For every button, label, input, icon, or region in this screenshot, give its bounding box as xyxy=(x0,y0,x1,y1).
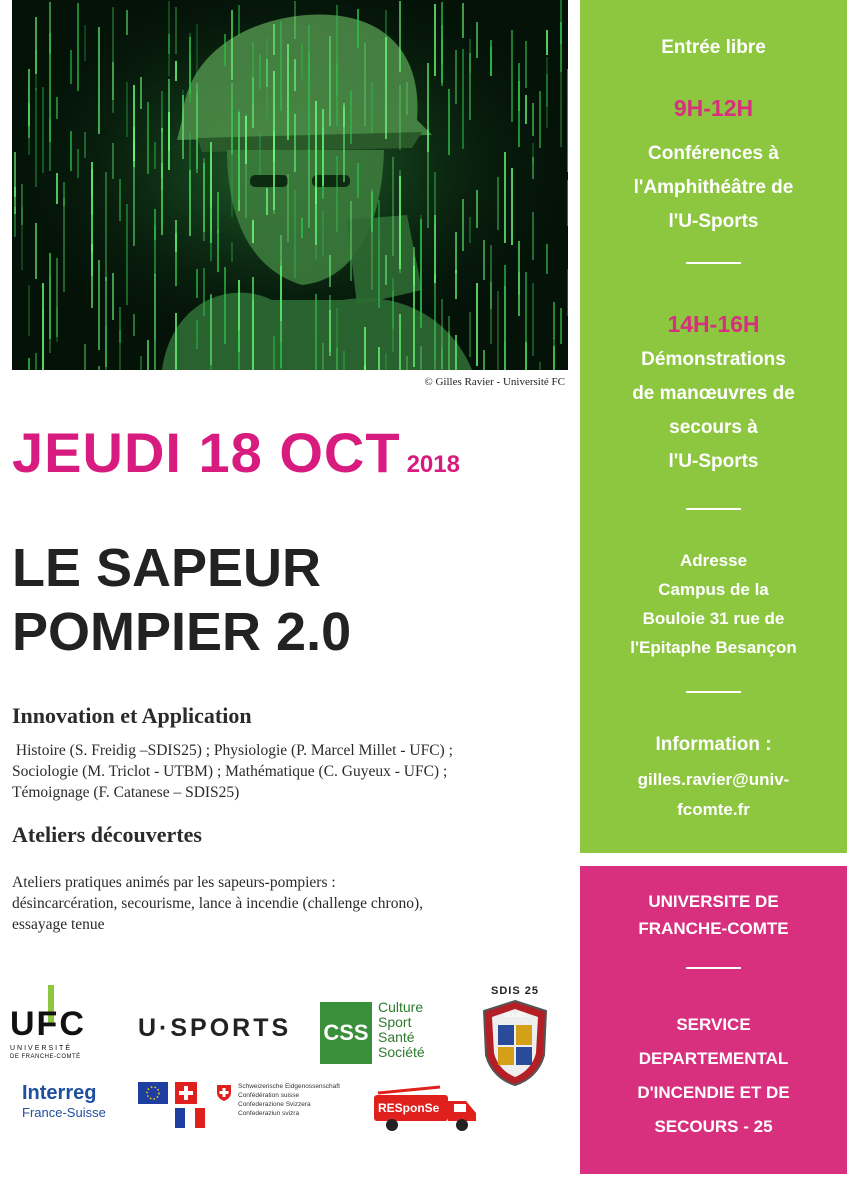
photo-credit: © Gilles Ravier - Université FC xyxy=(424,376,565,388)
matrix-streak xyxy=(532,212,534,260)
matrix-streak xyxy=(476,22,478,58)
matrix-streak xyxy=(245,116,247,164)
matrix-streak xyxy=(315,101,317,204)
morning-line2: l'Amphithéâtre de xyxy=(633,177,794,198)
matrix-streak xyxy=(294,1,296,39)
matrix-streak xyxy=(217,192,219,233)
matrix-streak xyxy=(231,242,233,262)
matrix-streak xyxy=(140,77,142,109)
matrix-streak xyxy=(441,2,443,83)
matrix-streak xyxy=(77,3,79,91)
matrix-streak xyxy=(385,37,387,139)
matrix-streak xyxy=(329,310,331,356)
matrix-streak xyxy=(455,335,457,370)
swiss-shield-icon xyxy=(216,1084,232,1102)
response-logo xyxy=(370,1083,482,1133)
matrix-streak xyxy=(119,179,121,221)
swiss-confederation-text xyxy=(238,1082,340,1118)
matrix-streak xyxy=(287,174,289,242)
matrix-streak xyxy=(294,114,296,172)
matrix-streak xyxy=(532,283,534,356)
matrix-streak xyxy=(511,30,513,122)
address-line3: l'Epitaphe Besançon xyxy=(630,638,797,657)
matrix-streak xyxy=(294,59,296,91)
matrix-streak xyxy=(469,312,471,357)
matrix-streak xyxy=(287,44,289,140)
sdis-name xyxy=(580,1008,847,1144)
matrix-streak xyxy=(371,82,373,133)
matrix-streak xyxy=(77,149,79,178)
css-word-sport: Sport xyxy=(378,1014,412,1030)
matrix-streak xyxy=(560,308,562,344)
university-line2: FRANCHE-COMTE xyxy=(638,919,789,938)
matrix-streak xyxy=(350,201,352,281)
matrix-firefighter-illustration xyxy=(12,0,568,370)
matrix-streak xyxy=(210,153,212,207)
divider xyxy=(686,262,741,264)
matrix-streak xyxy=(378,242,380,308)
matrix-streak xyxy=(539,91,541,148)
matrix-streak xyxy=(210,233,212,261)
schedule-panel xyxy=(580,0,847,853)
matrix-streak xyxy=(567,180,568,226)
matrix-streak xyxy=(266,59,268,87)
morning-time: 9H-12H xyxy=(673,95,754,121)
matrix-streak xyxy=(553,302,555,339)
info-heading: Information : xyxy=(655,734,772,755)
ufc-sub1: UNIVERSITÉ xyxy=(10,1045,73,1052)
matrix-streak xyxy=(413,266,415,367)
matrix-streak xyxy=(525,41,527,88)
ateliers-text xyxy=(12,872,552,935)
matrix-streak xyxy=(91,169,93,276)
matrix-streak xyxy=(252,277,254,370)
matrix-streak xyxy=(357,9,359,48)
sdis-badge-top: SDIS 25 xyxy=(491,985,539,997)
matrix-streak xyxy=(462,3,464,38)
matrix-streak xyxy=(420,215,422,311)
ateliers-heading: Ateliers découvertes xyxy=(12,822,202,847)
matrix-streak xyxy=(105,172,107,281)
css-word-societe: Société xyxy=(378,1044,425,1060)
ufc-logo xyxy=(10,985,122,1065)
university-name xyxy=(580,888,847,942)
matrix-streak xyxy=(399,170,401,273)
matrix-streak xyxy=(238,5,240,36)
matrix-streak xyxy=(35,353,37,370)
matrix-streak xyxy=(154,341,156,370)
matrix-streak xyxy=(434,215,436,283)
matrix-streak xyxy=(210,294,212,365)
sdis-line4: SECOURS - 25 xyxy=(654,1117,773,1136)
matrix-streak xyxy=(280,340,282,368)
matrix-streak xyxy=(252,42,254,104)
css-mark: CSS xyxy=(320,1002,372,1064)
matrix-streak xyxy=(385,255,387,285)
innovation-line3: Témoignage (F. Catanese – SDIS25) xyxy=(12,784,240,801)
matrix-streak xyxy=(147,340,149,370)
matrix-streak xyxy=(308,25,310,82)
matrix-streak xyxy=(497,291,499,370)
event-date-year: 2018 xyxy=(406,451,460,478)
interreg-logo xyxy=(22,1082,137,1126)
matrix-streak xyxy=(42,87,44,173)
matrix-streak xyxy=(364,43,366,126)
matrix-streak xyxy=(294,190,296,278)
page-title-line1: LE SAPEUR xyxy=(12,538,322,598)
matrix-streak xyxy=(308,149,310,228)
matrix-streak xyxy=(434,274,436,360)
matrix-streak xyxy=(336,156,338,232)
address-label: Adresse xyxy=(679,551,748,570)
afternoon-line1: Démonstrations xyxy=(641,349,786,370)
page-title xyxy=(12,536,351,664)
matrix-streak xyxy=(371,189,373,290)
ateliers-line2: désincarcération, secourisme, lance à incendie (challenge chrono), xyxy=(12,895,423,912)
matrix-streak xyxy=(455,270,457,299)
afternoon-description xyxy=(580,343,847,479)
event-date-main: JEUDI 18 OCT xyxy=(12,421,401,484)
matrix-streak xyxy=(224,34,226,66)
matrix-streak xyxy=(462,199,464,251)
matrix-streak xyxy=(322,109,324,186)
matrix-streak xyxy=(259,133,261,175)
matrix-streak xyxy=(490,245,492,309)
matrix-streak xyxy=(483,240,485,280)
hero-image xyxy=(12,0,568,370)
matrix-streak xyxy=(203,268,205,316)
matrix-streak xyxy=(28,285,30,336)
matrix-streak xyxy=(476,283,478,366)
matrix-streak xyxy=(273,131,275,210)
matrix-streak xyxy=(56,97,58,119)
morning-description xyxy=(580,137,847,239)
matrix-streak xyxy=(168,1,170,76)
matrix-streak xyxy=(56,307,58,342)
page-title-line2: POMPIER 2.0 xyxy=(12,602,352,662)
ufc-mark: UFC xyxy=(10,1005,86,1043)
matrix-streak xyxy=(126,10,128,35)
matrix-streak xyxy=(14,152,16,197)
matrix-streak xyxy=(539,362,541,370)
innovation-heading: Innovation et Application xyxy=(12,703,252,728)
matrix-streak xyxy=(147,102,149,174)
matrix-streak xyxy=(399,1,401,72)
matrix-streak xyxy=(196,83,198,173)
matrix-streak xyxy=(196,24,198,79)
afternoon-line3: secours à xyxy=(669,417,758,438)
afternoon-time: 14H-16H xyxy=(667,311,760,337)
sdis-badge-sub: DOUBS xyxy=(504,1013,526,1019)
sdis-badge-logo xyxy=(476,985,554,1090)
matrix-streak xyxy=(35,17,37,74)
matrix-streak xyxy=(322,210,324,256)
matrix-streak xyxy=(273,336,275,370)
swiss-line2: Confédération suisse xyxy=(238,1092,300,1099)
matrix-streak xyxy=(42,283,44,370)
matrix-streak xyxy=(182,95,184,159)
info-email-line1: gilles.ravier@univ- xyxy=(637,770,790,789)
matrix-streak xyxy=(259,54,261,89)
usports-logo: U·SPORTS xyxy=(138,1014,292,1042)
matrix-streak xyxy=(511,168,513,245)
matrix-streak xyxy=(252,220,254,243)
css-words xyxy=(378,1000,425,1060)
ateliers-line3: essayage tenue xyxy=(12,916,105,933)
matrix-streak xyxy=(231,93,233,155)
sdis-line1: SERVICE xyxy=(676,1015,751,1034)
matrix-streak xyxy=(126,82,128,137)
ateliers-line1: Ateliers pratiques animés par les sapeurs-pompiers : xyxy=(12,874,336,891)
matrix-streak xyxy=(175,7,177,54)
css-word-sante: Santé xyxy=(378,1029,415,1045)
matrix-streak xyxy=(567,269,568,316)
matrix-streak xyxy=(161,91,163,132)
matrix-streak xyxy=(140,356,142,370)
matrix-streak xyxy=(315,294,317,370)
matrix-streak xyxy=(350,91,352,144)
css-logo xyxy=(320,1000,450,1068)
info-email[interactable] xyxy=(580,765,847,825)
afternoon-line2: de manœuvres de xyxy=(632,383,795,404)
matrix-streak xyxy=(35,88,37,187)
matrix-streak xyxy=(266,188,268,215)
matrix-streak xyxy=(196,320,198,349)
matrix-streak xyxy=(329,255,331,287)
matrix-streak xyxy=(238,109,240,200)
matrix-streak xyxy=(441,299,443,369)
matrix-streak xyxy=(448,89,450,155)
matrix-streak xyxy=(399,314,401,370)
matrix-streak xyxy=(84,25,86,61)
matrix-streak xyxy=(455,50,457,104)
university-line1: UNIVERSITE DE xyxy=(648,892,779,911)
divider xyxy=(686,691,741,693)
matrix-streak xyxy=(154,209,156,240)
matrix-streak xyxy=(392,157,394,256)
address-line1: Campus de la xyxy=(658,580,769,599)
matrix-streak xyxy=(399,85,401,150)
matrix-streak xyxy=(133,141,135,246)
matrix-streak xyxy=(28,86,30,155)
matrix-streak xyxy=(35,223,37,279)
swiss-line3: Confederazione Svizzera xyxy=(238,1101,311,1108)
matrix-streak xyxy=(28,358,30,370)
matrix-streak xyxy=(189,37,191,94)
matrix-streak xyxy=(385,353,387,370)
matrix-streak xyxy=(84,132,86,158)
matrix-streak xyxy=(70,131,72,171)
matrix-streak xyxy=(532,143,534,163)
matrix-streak xyxy=(406,356,408,370)
matrix-streak xyxy=(329,36,331,126)
matrix-streak xyxy=(434,4,436,76)
matrix-streak xyxy=(238,330,240,370)
matrix-streak xyxy=(357,163,359,198)
matrix-streak xyxy=(98,260,100,350)
interreg-sub: France-Suisse xyxy=(22,1105,106,1120)
matrix-streak xyxy=(560,0,562,72)
address-line2: Bouloie 31 rue de xyxy=(642,609,785,628)
organizers-panel xyxy=(580,866,847,1174)
matrix-streak xyxy=(280,21,282,111)
matrix-streak xyxy=(301,218,303,238)
address-block xyxy=(580,546,847,662)
matrix-streak xyxy=(21,207,23,270)
matrix-streak xyxy=(49,253,51,339)
matrix-streak xyxy=(154,142,156,169)
matrix-streak xyxy=(518,81,520,111)
matrix-streak xyxy=(98,27,100,134)
matrix-streak xyxy=(518,241,520,316)
matrix-streak xyxy=(56,173,58,204)
matrix-streak xyxy=(112,7,114,113)
matrix-streak xyxy=(364,327,366,370)
matrix-streak xyxy=(231,10,233,80)
innovation-line2: Sociologie (M. Triclot - UTBM) ; Mathématique (C. Guyeux - UFC) ; xyxy=(12,763,448,780)
css-word-culture: Culture xyxy=(378,999,424,1015)
matrix-streak xyxy=(378,200,380,242)
matrix-streak xyxy=(70,50,72,84)
matrix-streak xyxy=(343,351,345,370)
matrix-streak xyxy=(203,158,205,241)
matrix-streak xyxy=(469,39,471,73)
matrix-streak xyxy=(525,95,527,124)
matrix-streak xyxy=(63,182,65,206)
matrix-streak xyxy=(469,217,471,243)
response-label: RESponSe xyxy=(378,1101,440,1115)
morning-line3: l'U-Sports xyxy=(668,211,759,232)
matrix-streak xyxy=(189,132,191,218)
swiss-flag-icon xyxy=(175,1082,197,1104)
matrix-streak xyxy=(105,326,107,370)
matrix-streak xyxy=(420,346,422,370)
matrix-streak xyxy=(497,177,499,230)
matrix-streak xyxy=(280,235,282,342)
matrix-streak xyxy=(504,152,506,243)
matrix-streak xyxy=(175,313,177,370)
sdis-line2: DEPARTEMENTAL xyxy=(638,1049,789,1068)
matrix-streak xyxy=(175,220,177,252)
swiss-line4: Confederaziun svizra xyxy=(238,1110,300,1117)
matrix-streak xyxy=(392,278,394,329)
matrix-streak xyxy=(133,314,135,336)
matrix-streak xyxy=(126,204,128,305)
matrix-streak xyxy=(273,24,275,55)
matrix-streak xyxy=(546,30,548,55)
matrix-streak xyxy=(343,103,345,127)
matrix-streak xyxy=(119,330,121,370)
divider xyxy=(686,508,741,510)
matrix-streak xyxy=(224,267,226,344)
matrix-streak xyxy=(63,198,65,292)
matrix-streak xyxy=(448,316,450,370)
event-date xyxy=(12,420,460,485)
matrix-streak xyxy=(168,112,170,170)
matrix-streak xyxy=(567,69,568,172)
innovation-line1: Histoire (S. Freidig –SDIS25) ; Physiologie (P. Marcel Millet - UFC) ; xyxy=(12,742,453,759)
matrix-streak xyxy=(49,33,51,142)
info-email-line2: fcomte.fr xyxy=(677,800,750,819)
matrix-streak xyxy=(98,366,100,370)
matrix-streak xyxy=(525,272,527,370)
matrix-streak xyxy=(462,49,464,149)
divider xyxy=(686,967,741,969)
entry-label: Entrée libre xyxy=(661,37,766,58)
matrix-streak xyxy=(476,190,478,228)
matrix-streak xyxy=(322,343,324,370)
matrix-streak xyxy=(504,265,506,356)
matrix-streak xyxy=(546,74,548,107)
french-flag-icon xyxy=(175,1108,205,1128)
matrix-streak xyxy=(532,103,534,136)
afternoon-line4: l'U-Sports xyxy=(668,451,759,472)
matrix-streak xyxy=(406,82,408,115)
matrix-streak xyxy=(553,338,555,370)
matrix-streak xyxy=(427,129,429,228)
eu-flag-icon xyxy=(138,1082,168,1104)
matrix-streak xyxy=(161,178,163,225)
matrix-streak xyxy=(112,273,114,320)
matrix-streak xyxy=(483,350,485,370)
matrix-streak xyxy=(217,230,219,272)
matrix-streak xyxy=(546,244,548,274)
interreg-name: Interreg xyxy=(22,1082,97,1104)
matrix-streak xyxy=(455,232,457,273)
matrix-streak xyxy=(336,308,338,370)
matrix-streak xyxy=(84,344,86,370)
matrix-streak xyxy=(154,274,156,341)
matrix-streak xyxy=(490,47,492,76)
matrix-streak xyxy=(175,61,177,81)
matrix-streak xyxy=(336,5,338,96)
ufc-sub2: DE FRANCHE-COMTÉ xyxy=(10,1054,81,1060)
matrix-streak xyxy=(196,269,198,298)
swiss-line1: Schweizerische Eidgenossenschaft xyxy=(238,1083,340,1090)
matrix-streak xyxy=(301,43,303,79)
matrix-streak xyxy=(112,143,114,179)
matrix-streak xyxy=(434,172,436,224)
matrix-streak xyxy=(378,347,380,370)
innovation-text xyxy=(12,740,552,803)
morning-line1: Conférences à xyxy=(648,143,779,164)
sdis-line3: D'INCENDIE ET DE xyxy=(637,1083,790,1102)
